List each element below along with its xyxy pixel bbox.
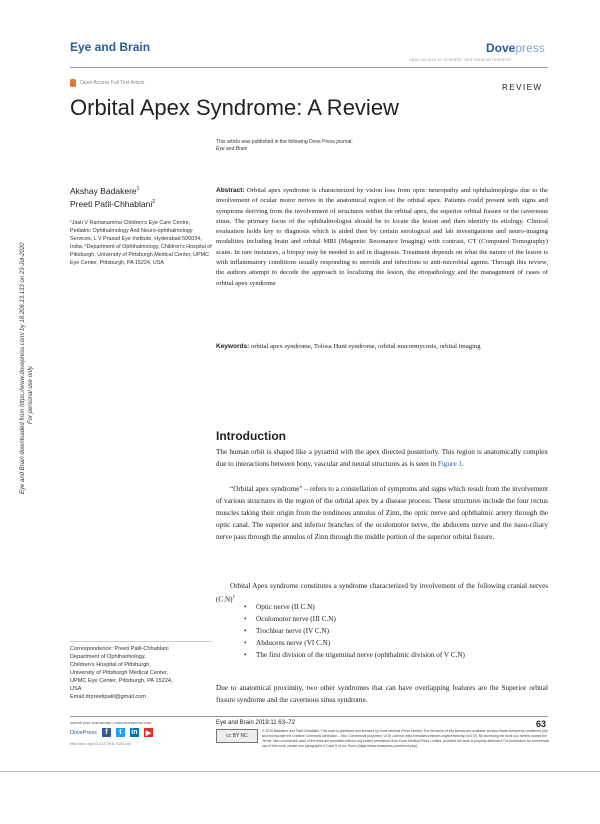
publication-note-line: This article was published in the following Dove Press journal: bbox=[216, 139, 353, 145]
journal-name[interactable]: Eye and Brain bbox=[70, 40, 151, 54]
keywords-text: orbital apex syndrome, Tolosa Hunt syndrome, orbital mucormycosis, orbital imaging bbox=[250, 343, 481, 350]
youtube-icon[interactable]: ▶ bbox=[145, 729, 152, 737]
list-item: • Optic nerve (II C.N) bbox=[256, 601, 465, 613]
facebook-icon[interactable]: f bbox=[102, 728, 111, 737]
publication-note bbox=[216, 139, 353, 153]
footer-rule bbox=[70, 716, 548, 717]
intro-p1-text: The human orbit is shaped like a pyramid with the apex directed posteriorly. This region is anatomically complex due to interactions between bony, vascular and neural structures as is seen in bbox=[216, 448, 548, 469]
list-item: • Oculomotor nerve (III C.N) bbox=[256, 613, 465, 625]
article-type: REVIEW bbox=[502, 83, 543, 92]
citation: Eye and Brain 2019:11 63–72 bbox=[216, 720, 295, 726]
ref-1-link[interactable]: 1 bbox=[232, 595, 236, 601]
figure-1-link[interactable]: Figure 1 bbox=[437, 460, 463, 469]
publisher-logo[interactable] bbox=[486, 41, 545, 55]
abstract-label: Abstract: bbox=[216, 187, 245, 194]
list-item: • Trochlear nerve (IV C.N) bbox=[256, 625, 465, 637]
side-watermark bbox=[20, 242, 34, 824]
author-list bbox=[70, 184, 155, 210]
footer-social bbox=[70, 728, 153, 737]
intro-paragraph-4: Due to anatomical proximity, two other syndromes that can have overlapping features are the Superior orbital fissure syndrome and the cavernous sinus syndrome. bbox=[216, 684, 548, 705]
keywords bbox=[216, 342, 548, 352]
abstract bbox=[216, 186, 548, 289]
publisher-brand-light: press bbox=[515, 41, 545, 55]
list-item: • The first division of the trigeminal nerve (ophthalmic division of V C.N) bbox=[256, 649, 465, 661]
correspondence-line: Correspondence: Preeti Patil-Chhablani bbox=[70, 646, 169, 652]
twitter-icon[interactable]: t bbox=[116, 728, 125, 737]
affiliations: ¹Jasti V Ramanamma Children's Eye Care Centre, Pediatric Ophthalmology And Neuro-ophthalmology Services, L V Prasad Eye Institute, Hyderabad 500034, India; ²Department of Ophthalmology, Children's Hospital of Pittsburgh, University of Pittsburgh Medical Center, UPMC Eye Center, Pittsburgh, PA 15224, USA bbox=[70, 220, 212, 266]
keywords-label: Keywords: bbox=[216, 343, 250, 350]
dovepress-logo[interactable]: DovePress bbox=[70, 729, 97, 736]
open-access-label: Open Access Full Text Article bbox=[80, 80, 145, 86]
intro-p2-text: “Orbital apex syndrome” – refers to a constellation of symptoms and signs which result from the involvement of various structures in the region of the orbital apex by a disease process. These structures include the four rectus muscles taking their origin from the tendinous annulus of Zinn, the optic nerve and ophthalmic artery through the optic canal. The superior and inferior branches of the oculomotor nerve, the abducens nerve and the naso-ciliary nerve pass through the annulus of Zinn through the middle portion of the superior orbital fissure. bbox=[216, 485, 548, 542]
intro-p1-end: . bbox=[462, 460, 464, 469]
open-access-badge bbox=[70, 79, 144, 87]
page-number: 63 bbox=[536, 719, 547, 729]
author-1[interactable]: Akshay Badakere bbox=[70, 185, 137, 196]
cranial-nerve-list bbox=[256, 601, 465, 661]
correspondence-email[interactable]: Email drpreetipatil@gmail.com bbox=[70, 694, 146, 700]
author-2-affil: 2 bbox=[152, 198, 155, 205]
doi-link[interactable]: http://doi.org/10.2147/EB.S181190 bbox=[70, 741, 132, 746]
license-text: © 2019 Badakere and Patil-Chhablani. This work is published and licensed by Dove Medical Press Limited. The full terms of this license are available at https://www.dovepress.com/terms.php and incorporate the Creative Commons Attribution – Non Commercial (unported, v3.0) License (http://creativecommons.org/licenses/by-nc/3.0/). By accessing the work you hereby accept the Terms. Non-commercial uses of the work are permitted without any further permission from Dove Medical Press Limited, provided the work is properly attributed. For permission for commercial use of this work, please see paragraphs 4.2 and 5 of our Terms (https://www.dovepress.com/terms.php). bbox=[262, 729, 549, 748]
intro-paragraph-1 bbox=[216, 446, 548, 470]
abstract-text: Orbital apex syndrome is characterized by vision loss from optic neuropathy and ophthalmoplegia due to the involvement of ocular motor nerves in the anatomical region of the orbital apex. Patients could present with signs and symptoms deriving from the involvement of structures within the orbital apex, the superior orbital fissure or the cavernous sinus. The primary focus of the ophthalmologist should be to locate the lesion and then identify its etiology. Clinical evaluation holds key to diagnosis which is aided then by certain serological and lab investigations and neuro-imaging modalities including brain and orbital MRI (Magnetic Resonance Imaging) with contrast, CT (Computed Tomography) scans. In rare instances, a biopsy may be needed to aid in diagnosis. Treatment depends on what the nature of the lesion is with inflammatory conditions usually responding to steroids and infections to anti-microbial agents. Through this review, the authors attempt to decode the approach to localizing the lesion, the etiopathology and the management of cases of orbital apex syndrome bbox=[216, 187, 548, 287]
open-access-lock-icon bbox=[70, 79, 76, 87]
section-heading-introduction: Introduction bbox=[216, 429, 286, 443]
header-rule bbox=[70, 67, 548, 68]
linkedin-icon[interactable]: in bbox=[131, 729, 138, 736]
list-item: • Abducens nerve (VI C.N) bbox=[256, 637, 465, 649]
intro-paragraph-2 bbox=[216, 483, 548, 543]
publication-note-journal[interactable]: Eye and Brain bbox=[216, 146, 248, 152]
article-title: Orbital Apex Syndrome: A Review bbox=[70, 95, 399, 120]
correspondence bbox=[70, 645, 215, 701]
publisher-tagline: open access to scientific and medical research bbox=[409, 57, 512, 62]
cc-license-badge[interactable]: cc BY NC bbox=[216, 729, 258, 743]
author-1-affil: 1 bbox=[136, 186, 140, 192]
intro-p3-text: Orbital Apex syndrome constitutes a syndrome characterized by involvement of the following cranial nerves (C.N) bbox=[216, 582, 548, 604]
side-note-line: Eye and Brain downloaded from https://www.dovepress.com/ by 18.206.13.133 on 23-Jul-2020 bbox=[20, 242, 26, 494]
correspondence-line: University of Pittsburgh Medical Center, bbox=[70, 670, 168, 676]
correspondence-line: UPMC Eye Center, Pittsburgh, PA 15224, bbox=[70, 678, 173, 684]
submit-manuscript-link[interactable]: submit your manuscript | www.dovepress.com bbox=[70, 720, 152, 725]
correspondence-rule bbox=[70, 641, 212, 642]
page-bottom-rule bbox=[0, 771, 600, 772]
correspondence-line: Department of Ophthalmology, bbox=[70, 654, 146, 660]
author-2[interactable]: Preeti Patil-Chhablani bbox=[70, 198, 153, 209]
correspondence-line: USA bbox=[70, 686, 82, 692]
side-note-line: For personal use only. bbox=[27, 365, 34, 424]
correspondence-line: Children's Hospital of Pittsburgh, bbox=[70, 662, 151, 668]
publisher-brand: Dove bbox=[486, 41, 516, 55]
